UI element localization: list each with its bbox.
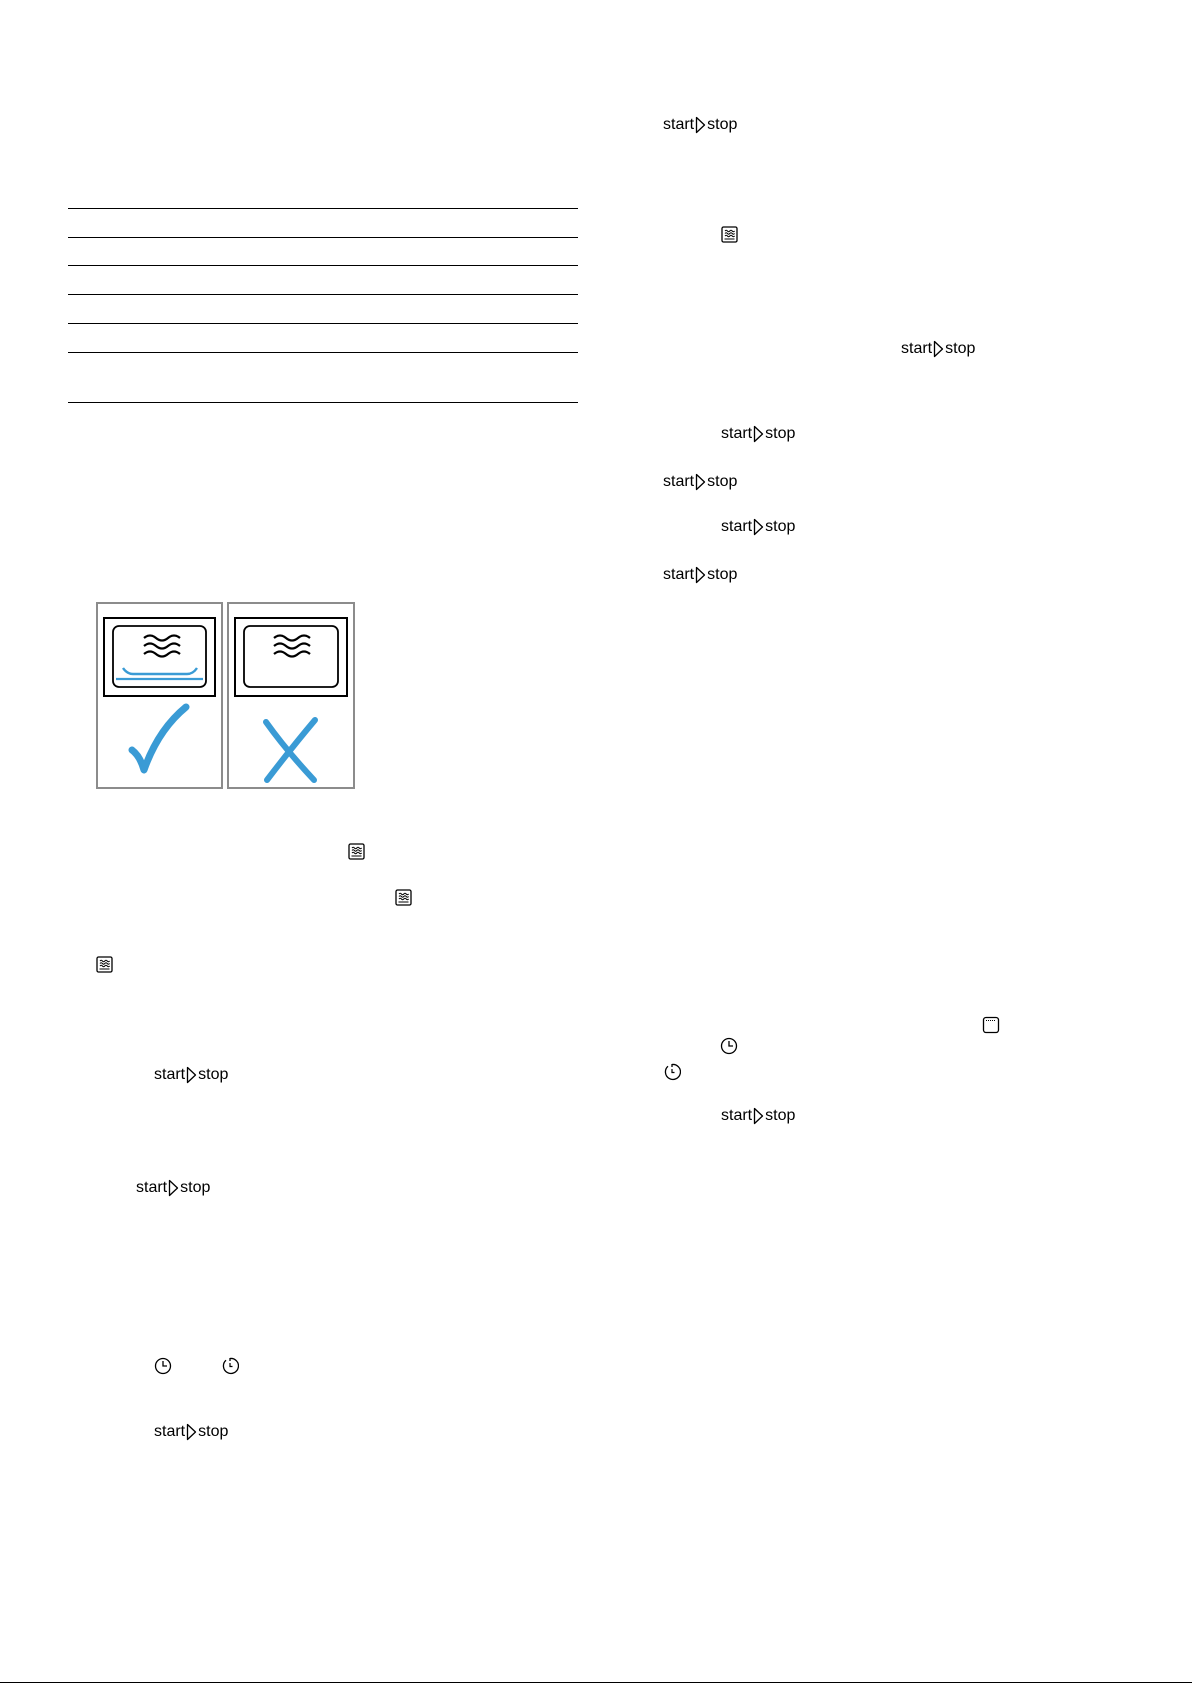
- stop-label: stop: [765, 425, 796, 442]
- start-label: start: [663, 473, 695, 490]
- stop-label: stop: [180, 1179, 211, 1196]
- play-triangle-icon: [753, 1107, 764, 1125]
- stop-label: stop: [765, 518, 796, 535]
- play-triangle-icon: [753, 518, 764, 536]
- microwave-wave-icon: [144, 636, 180, 641]
- clock-icon[interactable]: [154, 1357, 172, 1375]
- start-label: start: [721, 425, 753, 442]
- microwave-wave-icon[interactable]: [721, 226, 738, 243]
- play-triangle-icon: [695, 473, 706, 491]
- start-label: start: [901, 340, 933, 357]
- start-label: start: [663, 116, 695, 133]
- play-triangle-icon: [186, 1423, 197, 1441]
- illustration-correct-panel: [96, 602, 223, 789]
- oven-icon[interactable]: [982, 1016, 1000, 1034]
- timer-icon[interactable]: [663, 1063, 681, 1081]
- start-label: start: [721, 518, 753, 535]
- stop-label: stop: [198, 1066, 229, 1083]
- table-rule-6: [68, 352, 578, 353]
- microwave-wave-icon[interactable]: [96, 956, 113, 973]
- start-label: start: [136, 1179, 168, 1196]
- play-triangle-icon: [753, 425, 764, 443]
- start-stop-button[interactable]: [721, 516, 795, 538]
- stop-label: stop: [707, 116, 738, 133]
- start-stop-button[interactable]: [136, 1177, 210, 1199]
- microwave-wave-icon: [274, 636, 310, 641]
- timer-icon[interactable]: [221, 1357, 239, 1375]
- clock-icon[interactable]: [720, 1037, 738, 1055]
- start-stop-button[interactable]: [721, 1105, 795, 1127]
- play-triangle-icon: [186, 1066, 197, 1084]
- start-stop-button[interactable]: [901, 338, 975, 360]
- stop-label: stop: [198, 1423, 229, 1440]
- play-triangle-icon: [695, 116, 706, 134]
- play-triangle-icon: [168, 1179, 179, 1197]
- table-rule-4: [68, 294, 578, 295]
- table-rule-7: [68, 402, 578, 403]
- start-label: start: [663, 566, 695, 583]
- microwave-with-dish-diagram: [98, 604, 221, 787]
- table-rule-3: [68, 265, 578, 266]
- page-bottom-rule: [0, 1682, 1192, 1683]
- play-triangle-icon: [695, 566, 706, 584]
- stop-label: stop: [707, 566, 738, 583]
- microwave-wave-icon[interactable]: [395, 889, 412, 906]
- start-label: start: [154, 1423, 186, 1440]
- stop-label: stop: [707, 473, 738, 490]
- stop-label: stop: [765, 1107, 796, 1124]
- start-stop-button[interactable]: [154, 1064, 228, 1086]
- start-label: start: [154, 1066, 186, 1083]
- start-stop-button[interactable]: [663, 471, 737, 493]
- microwave-wave-icon[interactable]: [348, 843, 365, 860]
- start-stop-button[interactable]: [663, 564, 737, 586]
- table-rule-2: [68, 237, 578, 238]
- microwave-without-dish-diagram: [229, 604, 353, 787]
- start-stop-button[interactable]: [663, 114, 737, 136]
- table-rule-1: [68, 208, 578, 209]
- illustration-incorrect-panel: [227, 602, 355, 789]
- play-triangle-icon: [933, 340, 944, 358]
- start-stop-button[interactable]: [154, 1421, 228, 1443]
- start-stop-button[interactable]: [721, 423, 795, 445]
- table-rule-5: [68, 323, 578, 324]
- stop-label: stop: [945, 340, 976, 357]
- check-mark-icon: [132, 707, 186, 770]
- start-label: start: [721, 1107, 753, 1124]
